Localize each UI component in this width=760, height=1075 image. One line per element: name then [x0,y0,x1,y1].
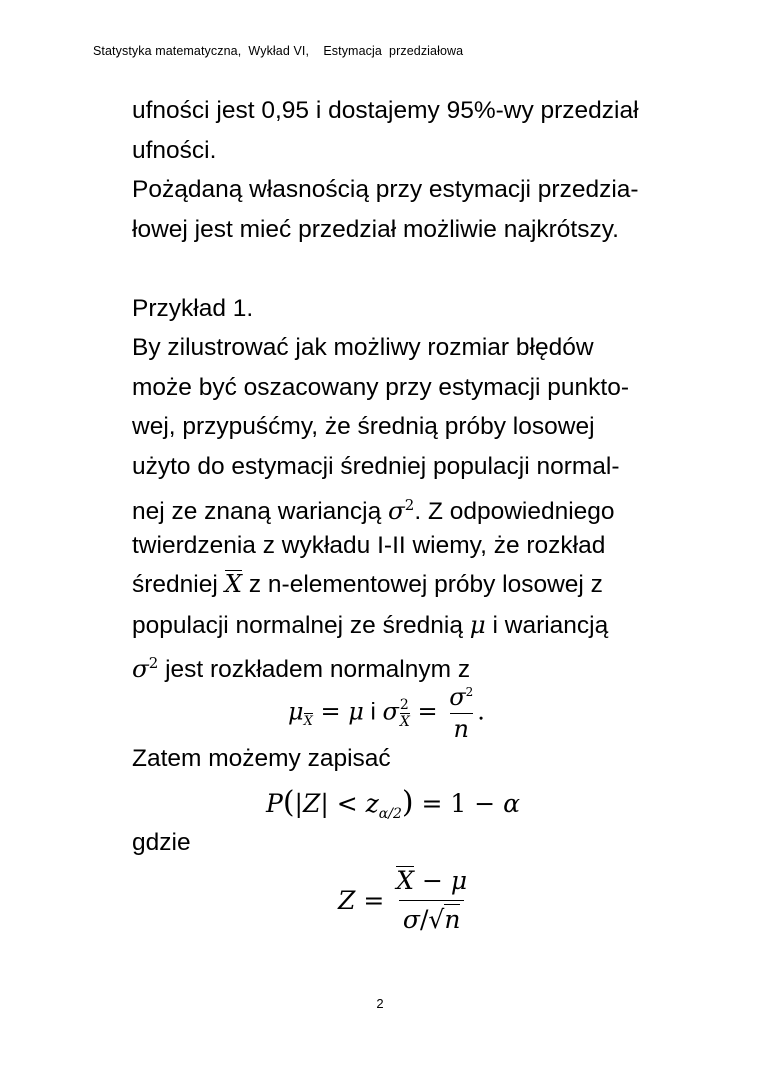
text-fragment: populacji normalnej ze średnią [132,611,470,639]
text-line-with-math [132,486,692,526]
z-symbol: Z [338,886,356,915]
period: . [477,697,485,726]
exponent: 2 [465,685,474,699]
text-line: może być oszacowany przy estymacji punkto- [132,373,629,401]
exponent: 2 [404,496,415,514]
sigma-symbol: σ [402,905,420,934]
sigma-symbol: σ [388,496,405,526]
text-line: ufności. [132,136,217,164]
sub-superscript [400,698,410,729]
equals-sign: = [409,697,446,726]
exponent: 2 [148,654,159,672]
equals-sign: = [312,697,349,726]
text-line: By zilustrować jak możliwy rozmiar błędów [132,334,594,361]
numerator [445,683,477,713]
text-line-with-math [132,644,692,684]
main-text-continued [132,739,692,779]
text-line: gdzie [132,829,191,856]
x-bar-symbol: X [396,866,415,895]
fraction [445,683,477,743]
abs-z: |Z| [294,789,329,818]
example-title: Przykład 1. [132,294,254,322]
text-line: użyto do estymacji średniej populacji normal- [132,452,620,480]
less-than: < [328,789,366,818]
x-bar-symbol: X [224,569,243,598]
exponent: 2 [399,696,409,713]
denominator: n [450,713,473,743]
sigma-symbol: σ [132,654,149,684]
mu-symbol: μ [348,697,364,726]
equals-one-minus: = 1 − [413,789,504,818]
page-number: 2 [376,996,384,1011]
text-line: ufności jest 0,95 i dostajemy 95%-wy przedział [132,97,639,124]
fraction [392,866,471,935]
p-symbol: P [266,789,283,818]
numerator [392,866,471,900]
main-text-where [132,823,692,863]
alpha-half-subscript: α/2 [378,806,402,822]
mean-variance-formula [288,683,485,743]
running-header: Statystyka matematyczna, Wykład VI, Estymacja przedziałowa [93,44,464,58]
slash: / [419,905,429,934]
main-text [132,91,692,684]
and-word: i [363,698,383,726]
equals-sign: = [355,886,393,915]
text-fragment: . Z odpowiedniego [414,498,615,526]
text-line: Pożądaną własnością przy estymacji przedzia- [132,176,639,203]
z-symbol: z [365,789,379,818]
denominator [399,900,465,935]
right-paren: ) [401,785,414,820]
text-line-with-math [132,605,692,645]
text-line-with-math [132,565,692,605]
sigma-symbol: σ [449,683,466,711]
mu-symbol: μ [288,697,304,726]
text-line: wej, przypuśćmy, że średnią próby losowej [132,413,595,440]
sigma-symbol: σ [382,697,399,726]
alpha-symbol: α [503,789,521,818]
sqrt-sign: √ [428,905,445,934]
mu-symbol: μ [469,609,486,639]
blank-line [132,249,692,289]
radicand: n [444,905,461,934]
x-bar-subscript: X [399,713,410,730]
text-fragment: i wariancją [485,611,609,639]
probability-formula [266,785,520,822]
minus-sign: − [414,866,451,895]
x-bar-subscript: X [303,714,313,730]
text-fragment: z n-elementowej próby losowej z [242,571,603,598]
text-fragment: średniej [132,571,225,598]
mu-symbol: μ [450,866,468,895]
left-paren: ( [282,785,295,820]
text-line: Zatem możemy zapisać [132,745,391,772]
text-fragment: jest rozkładem normalnym z [158,656,471,684]
z-statistic-formula [338,866,471,935]
text-fragment: nej ze znaną wariancją [132,498,389,526]
text-line: twierdzenia z wykładu I-II wiemy, że rozkład [132,531,606,559]
text-line: łowej jest mieć przedział możliwie najkrótszy. [132,215,619,243]
